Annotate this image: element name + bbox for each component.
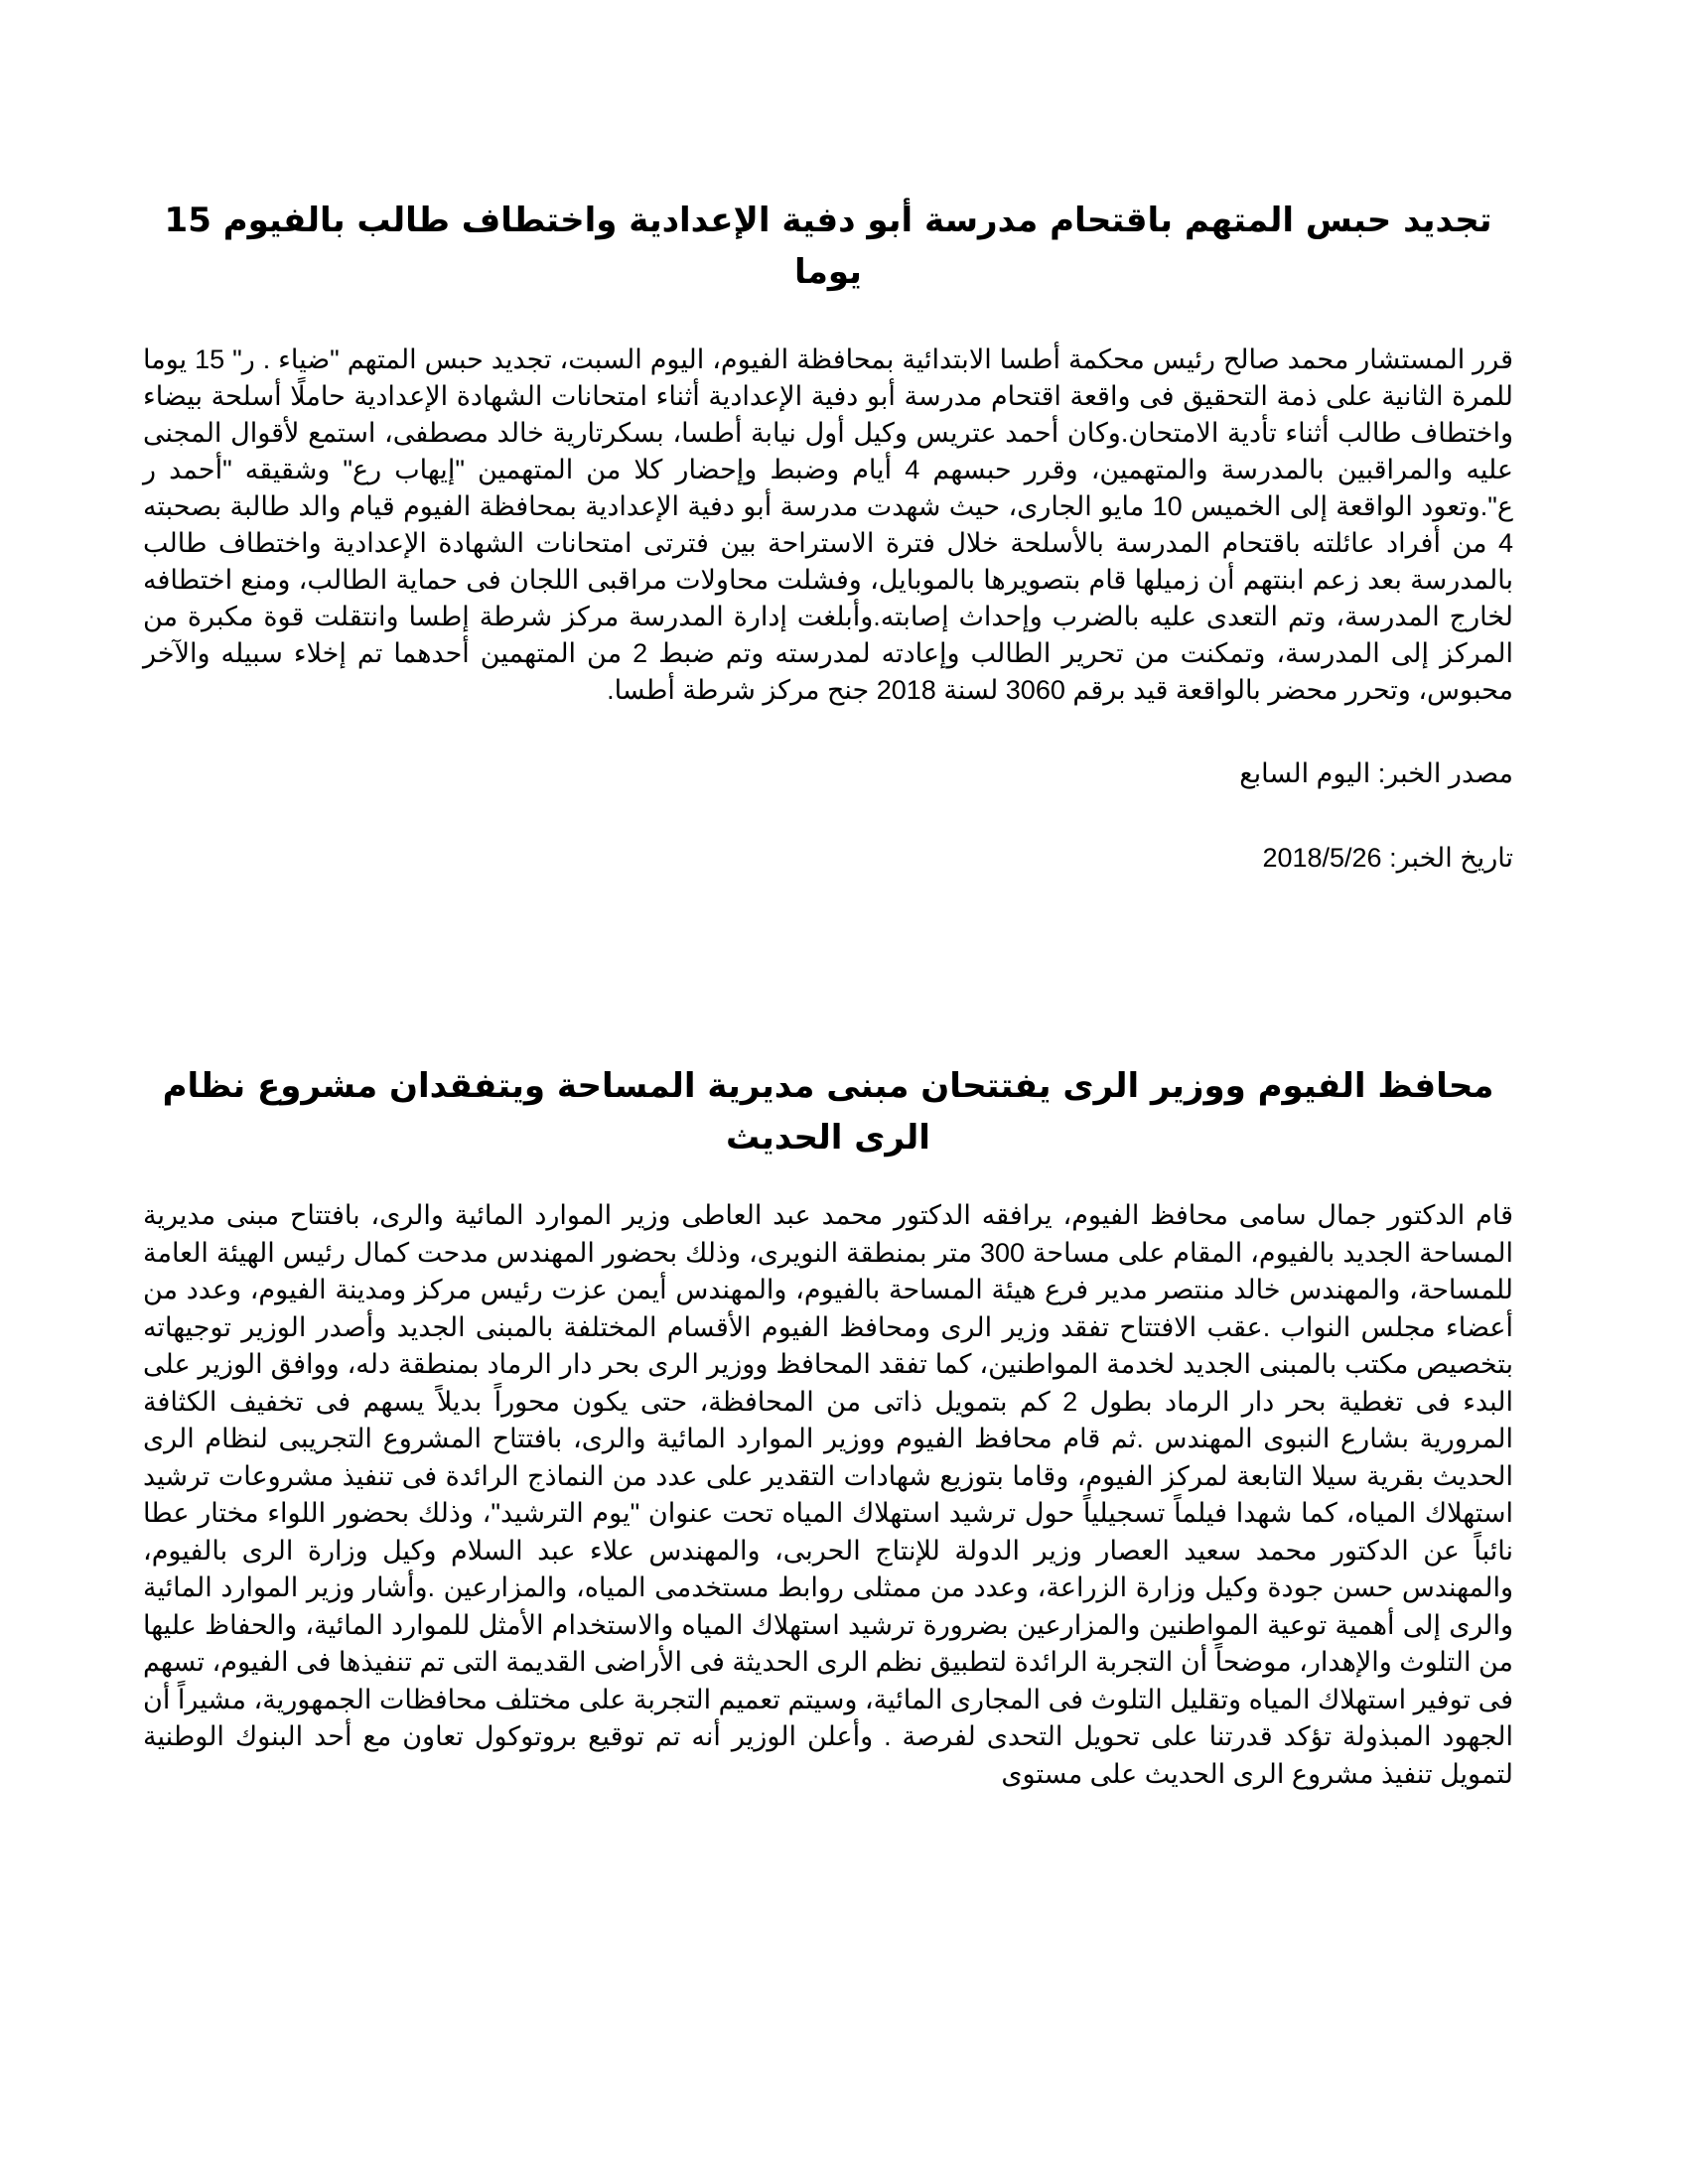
article-headline: تجديد حبس المتهم باقتحام مدرسة أبو دفية الإعدادية واختطاف طالب بالفيوم 15 يوما [164, 201, 1492, 292]
article-date: تاريخ الخبر: 2018/5/26 [1262, 843, 1513, 873]
news-article-2 [143, 1060, 1513, 1793]
article-body: قرر المستشار محمد صالح رئيس محكمة أطسا الابتدائية بمحافظة الفيوم، اليوم السبت، تجديد حبس المتهم "ضياء . ر" 15 يوما للمرة الثانية على ذمة التحقيق فى واقعة اقتحام مدرسة أبو دفية الإعدادية أثناء امتحانات الشهادة الإعدادية حاملًا أسلحة بيضاء واختطاف طالب أثناء تأدية الامتحان.وكان أحمد عتريس وكيل أول نيابة أطسا، بسكرتارية خالد مصطفى، استمع لأقوال المجنى عليه والمراقبين بالمدرسة والمتهمين، وقرر حبسهم 4 أيام وضبط وإحضار كلا من المتهمين "إيهاب رع" وشقيقه "أحمد ر ع".وتعود الواقعة إلى الخميس 10 مايو الجارى، حيث شهدت مدرسة أبو دفية الإعدادية بمحافظة الفيوم قيام والد طالبة بصحبته 4 من أفراد عائلته باقتحام المدرسة بالأسلحة خلال فترة الاستراحة بين فترتى امتحانات الشهادة الإعدادية واختطاف طالب بالمدرسة بعد زعم ابنتهم أن زميلها قام بتصويرها بالموبايل، وفشلت محاولات مراقبى اللجان فى حماية الطالب، ومنع اختطافه لخارج المدرسة، وتم التعدى عليه بالضرب وإحداث إصابته.وأبلغت إدارة المدرسة مركز شرطة إطسا وانتقلت قوة مكبرة من المركز إلى المدرسة، وتمكنت من تحرير الطالب وإعادته لمدرسته وتم ضبط 2 من المتهمين أحدهما تم إخلاء سبيله والآخر محبوس، وتحرر محضر بالواقعة قيد برقم 3060 لسنة 2018 جنح مركز شرطة أطسا. [143, 344, 1514, 705]
news-article-1 [143, 195, 1513, 877]
article-body: قام الدكتور جمال سامى محافظ الفيوم، يرافقه الدكتور محمد عبد العاطى وزير الموارد المائية والرى، بافتتاح مبنى مديرية المساحة الجديد بالفيوم، المقام على مساحة 300 متر بمنطقة النويرى، وذلك بحضور المهندس مدحت كمال رئيس الهيئة العامة للمساحة، والمهندس خالد منتصر مدير فرع هيئة المساحة بالفيوم، والمهندس أيمن عزت رئيس مركز ومدينة الفيوم، وعدد من أعضاء مجلس النواب .عقب الافتتاح تفقد وزير الرى ومحافظ الفيوم الأقسام المختلفة بالمبنى الجديد وأصدر الوزير توجيهاته بتخصيص مكتب بالمبنى الجديد لخدمة المواطنين، كما تفقد المحافظ ووزير الرى بحر دار الرماد بمنطقة دله، ووافق الوزير على البدء فى تغطية بحر دار الرماد بطول 2 كم بتمويل ذاتى من المحافظة، حتى يكون محوراً بديلاً يسهم فى تخفيف الكثافة المرورية بشارع النبوى المهندس .ثم قام محافظ الفيوم ووزير الموارد المائية والرى، بافتتاح المشروع التجريبى لنظام الرى الحديث بقرية سيلا التابعة لمركز الفيوم، وقاما بتوزيع شهادات التقدير على عدد من النماذج الرائدة فى تنفيذ مشروعات ترشيد استهلاك المياه، كما شهدا فيلماً تسجيلياً حول ترشيد استهلاك المياه تحت عنوان "يوم الترشيد"، وذلك بحضور اللواء مختار عطا نائباً عن الدكتور محمد سعيد العصار وزير الدولة للإنتاج الحربى، والمهندس علاء عبد السلام وكيل وزارة الرى بالفيوم، والمهندس حسن جودة وكيل وزارة الزراعة، وعدد من ممثلى روابط مستخدمى المياه، والمزارعين .وأشار وزير الموارد المائية والرى إلى أهمية توعية المواطنين والمزارعين بضرورة ترشيد استهلاك المياه والاستخدام الأمثل للموارد المائية، والحفاظ عليها من التلوث والإهدار، موضحاً أن التجربة الرائدة لتطبيق نظم الرى الحديثة فى الأراضى القديمة التى تم تنفيذها فى الفيوم، تسهم فى توفير استهلاك المياه وتقليل التلوث فى المجارى المائية، وسيتم تعميم التجربة على مختلف محافظات الجمهورية، مشيراً أن الجهود المبذولة تؤكد قدرتنا على تحويل التحدى لفرصة . وأعلن الوزير أنه تم توقيع بروتوكول تعاون مع أحد البنوك الوطنية لتمويل تنفيذ مشروع الرى الحديث على مستوى [143, 1200, 1514, 1789]
article-source: مصدر الخبر: اليوم السابع [1239, 758, 1513, 788]
article-headline: محافظ الفيوم ووزير الرى يفتتحان مبنى مديرية المساحة ويتفقدان مشروع نظام الرى الحديث [162, 1066, 1494, 1158]
